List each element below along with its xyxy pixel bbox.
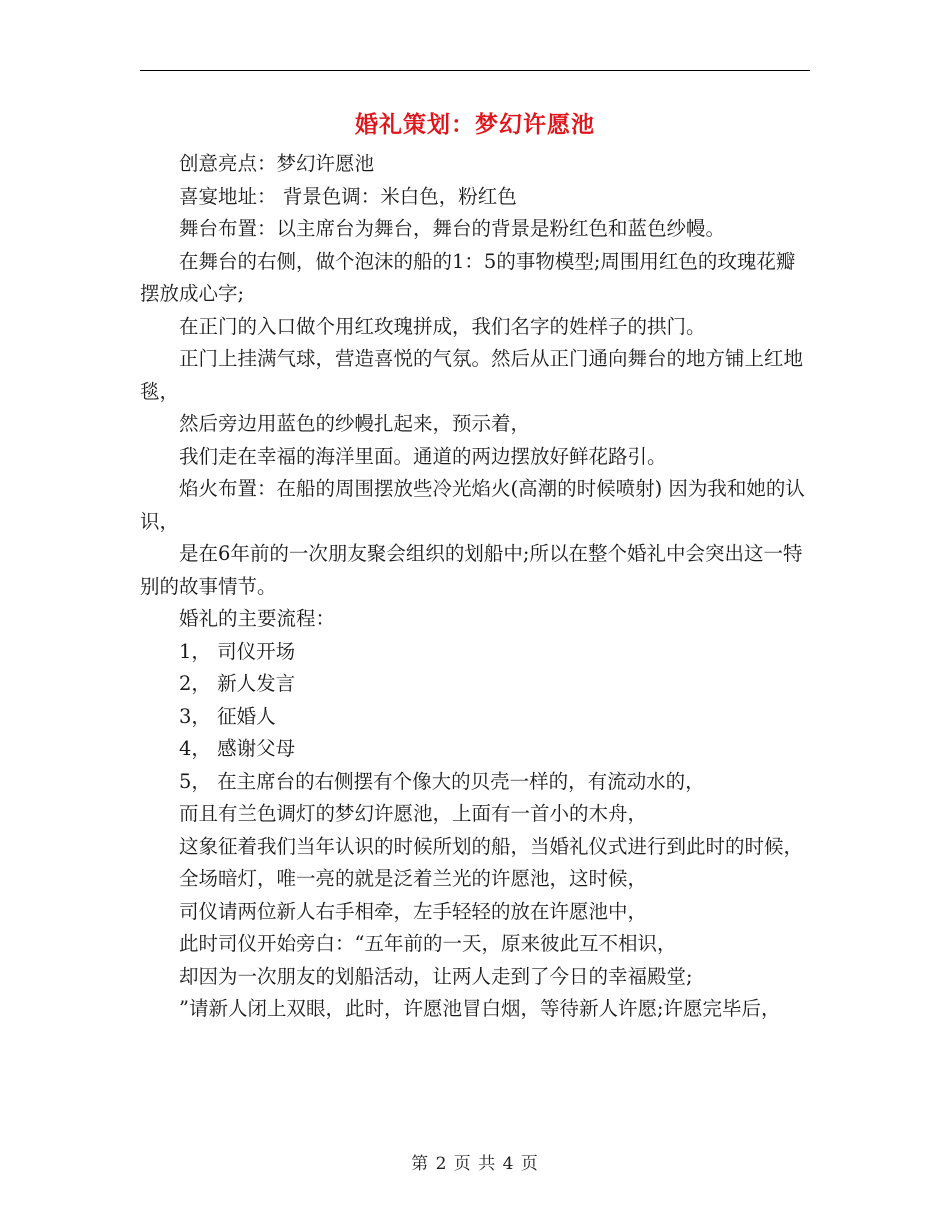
list-item: 2， 新人发言 bbox=[179, 672, 296, 695]
paragraph: 焰火布置：在船的周围摆放些冷光焰火(高潮的时候喷射) 因为我和她的认识， bbox=[140, 477, 805, 533]
paragraph: ”请新人闭上双眼，此时，许愿池冒白烟，等待新人许愿;许愿完毕后， bbox=[179, 997, 781, 1020]
paragraph: 此时司仪开始旁白：“五年前的一天，原来彼此互不相识， bbox=[179, 932, 677, 955]
page-number: 第 2 页 共 4 页 bbox=[411, 1154, 539, 1174]
paragraph: 喜宴地址： 背景色调：米白色，粉红色 bbox=[179, 184, 517, 208]
document-body bbox=[140, 148, 812, 1026]
paragraph: 创意亮点：梦幻许愿池 bbox=[179, 152, 375, 175]
list-item: 4， 感谢父母 bbox=[179, 737, 296, 760]
paragraph: 我们走在幸福的海洋里面。通道的两边摆放好鲜花路引。 bbox=[179, 444, 667, 468]
paragraph: 舞台布置：以主席台为舞台，舞台的背景是粉红色和蓝色纱幔。 bbox=[179, 217, 726, 240]
paragraph: 正门上挂满气球，营造喜悦的气氛。然后从正门通向舞台的地方铺上红地毯， bbox=[140, 347, 804, 403]
paragraph: 婚礼的主要流程： bbox=[179, 607, 336, 630]
paragraph: 然后旁边用蓝色的纱幔扎起来，预示着， bbox=[179, 412, 531, 435]
paragraph: 却因为一次朋友的划船活动，让两人走到了今日的幸福殿堂; bbox=[179, 964, 693, 988]
paragraph: 这象征着我们当年认识的时候所划的船，当婚礼仪式进行到此时的时候， bbox=[179, 834, 804, 858]
paragraph: 在舞台的右侧，做个泡沫的船的1：5的事物模型;周围用红色的玫瑰花瓣摆放成心字; bbox=[140, 249, 796, 305]
paragraph: 司仪请两位新人右手相牵，左手轻轻的放在许愿池中， bbox=[179, 899, 648, 923]
paragraph: 而且有兰色调灯的梦幻许愿池，上面有一首小的木舟， bbox=[179, 802, 648, 825]
header-rule bbox=[140, 70, 810, 71]
list-item: 5， 在主席台的右侧摆有个像大的贝壳一样的，有流动水的， bbox=[179, 769, 705, 793]
paragraph: 在正门的入口做个用红玫瑰拼成，我们名字的姓样子的拱门。 bbox=[179, 314, 706, 338]
paragraph: 是在6年前的一次朋友聚会组织的划船中;所以在整个婚礼中会突出这一特别的故事情节。 bbox=[140, 542, 803, 598]
document-title: 婚礼策划：梦幻许愿池 bbox=[355, 111, 595, 138]
paragraph: 全场暗灯，唯一亮的就是泛着兰光的许愿池，这时候， bbox=[179, 867, 648, 890]
list-item: 1， 司仪开场 bbox=[179, 639, 296, 663]
list-item: 3， 征婚人 bbox=[179, 704, 276, 728]
